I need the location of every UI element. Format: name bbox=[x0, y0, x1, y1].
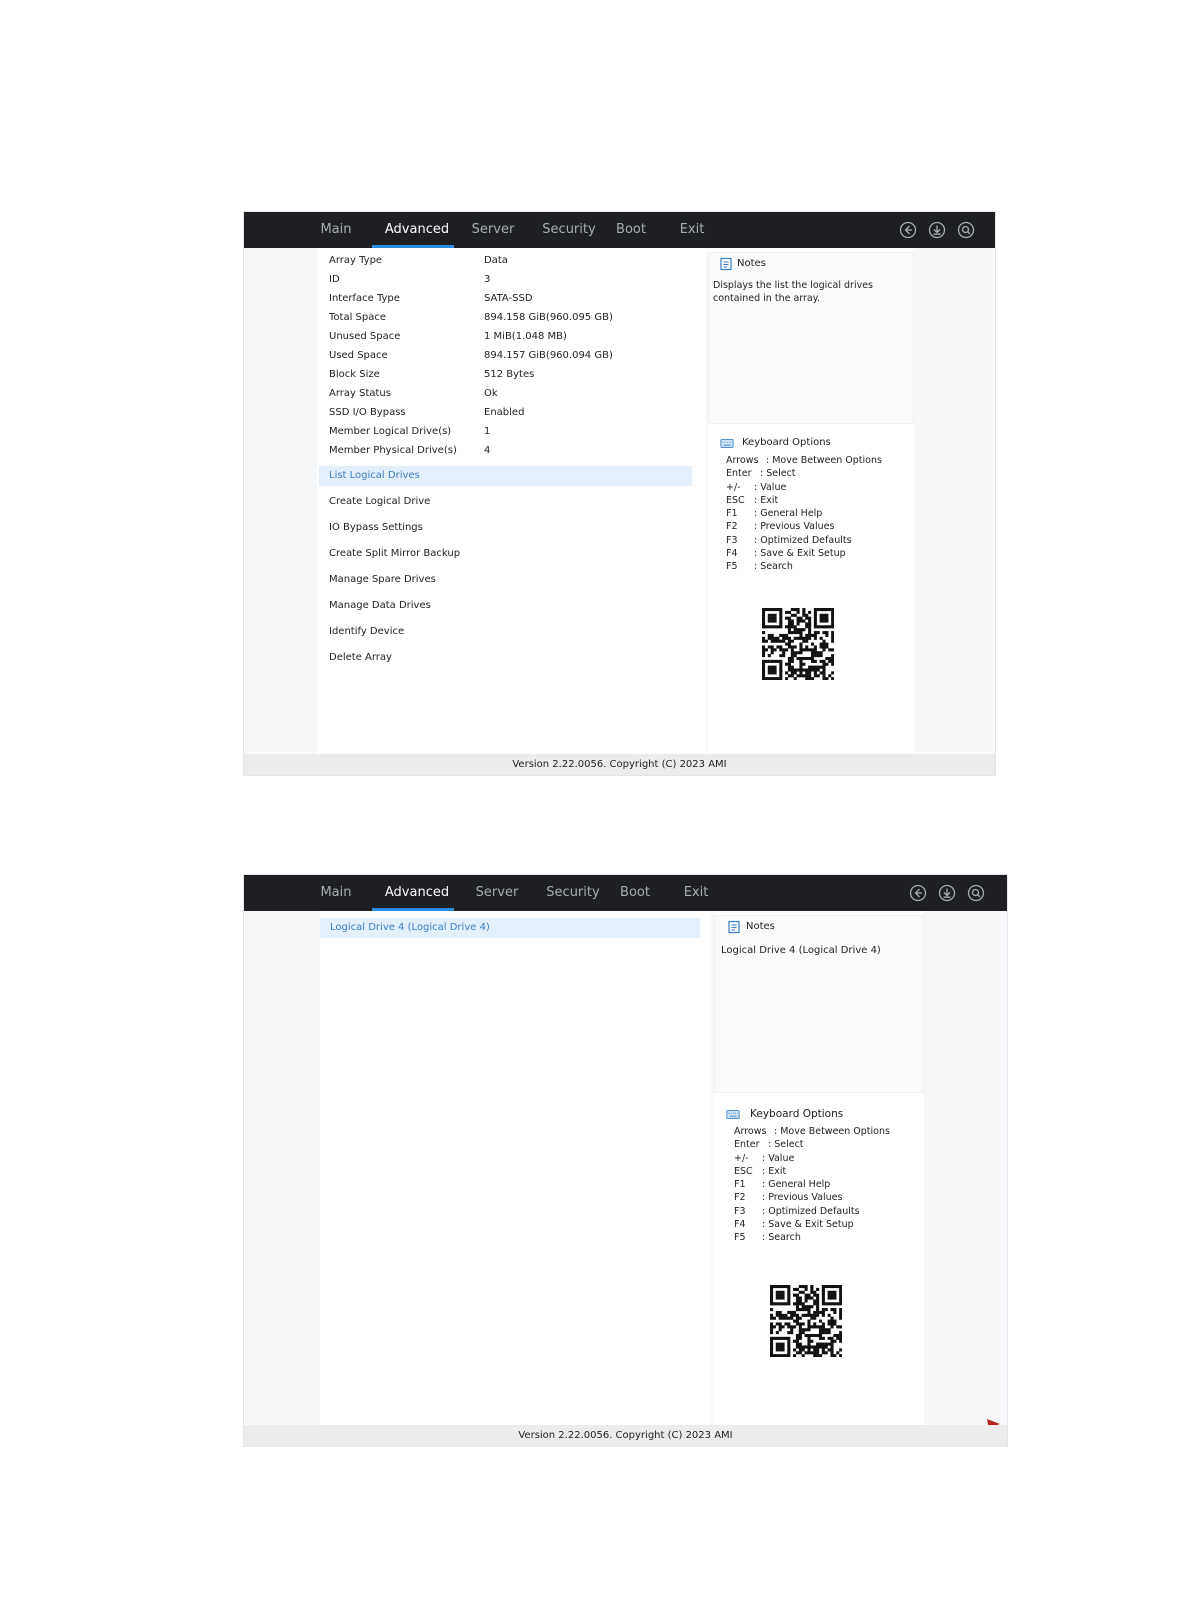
tab-security[interactable]: Security bbox=[546, 885, 600, 900]
key-name: F1 bbox=[734, 1179, 746, 1191]
info-value: 1 MiB(1.048 MB) bbox=[484, 331, 567, 342]
info-value: 3 bbox=[484, 274, 491, 285]
key-row bbox=[734, 1178, 919, 1191]
key-desc: : General Help bbox=[762, 1179, 831, 1191]
key-desc: : Exit bbox=[754, 494, 779, 506]
menu-item-identify-device[interactable]: Identify Device bbox=[329, 626, 405, 637]
key-desc: : Optimized Defaults bbox=[754, 534, 852, 546]
key-row bbox=[734, 1165, 919, 1178]
menu-item-list-logical-drives[interactable]: List Logical Drives bbox=[319, 466, 692, 486]
key-desc: : Save & Exit Setup bbox=[754, 548, 846, 560]
help-side-panel bbox=[714, 911, 924, 1425]
tab-exit[interactable]: Exit bbox=[683, 885, 709, 900]
key-name: Arrows bbox=[734, 1126, 767, 1137]
key-row bbox=[726, 520, 906, 533]
key-row bbox=[734, 1191, 919, 1204]
key-name: Enter bbox=[726, 468, 752, 480]
back-icon[interactable] bbox=[909, 884, 927, 902]
tab-security[interactable]: Security bbox=[542, 222, 596, 237]
key-name: F5 bbox=[734, 1232, 746, 1244]
menu-item-create-split-mirror-backup[interactable]: Create Split Mirror Backup bbox=[329, 548, 461, 559]
key-desc: : Move Between Options bbox=[774, 1126, 890, 1137]
key-row bbox=[734, 1125, 919, 1138]
key-desc: : Select bbox=[768, 1139, 804, 1151]
keyboard-options-list bbox=[726, 454, 906, 574]
key-desc: : Exit bbox=[762, 1165, 787, 1177]
key-name: F2 bbox=[726, 521, 738, 533]
info-value: SATA-SSD bbox=[484, 293, 533, 304]
key-row bbox=[726, 560, 906, 573]
keyboard-options-list bbox=[734, 1125, 919, 1245]
tab-main[interactable]: Main bbox=[320, 885, 352, 900]
key-desc: : Select bbox=[760, 468, 796, 480]
tab-boot[interactable]: Boot bbox=[616, 222, 646, 237]
key-name: Enter bbox=[734, 1139, 760, 1151]
key-name: F3 bbox=[734, 1205, 746, 1217]
menu-item-create-logical-drive[interactable]: Create Logical Drive bbox=[329, 496, 431, 507]
info-value: 512 Bytes bbox=[484, 369, 535, 380]
menu-item-manage-data-drives[interactable]: Manage Data Drives bbox=[329, 600, 431, 611]
key-desc: : Previous Values bbox=[762, 1192, 843, 1204]
key-row bbox=[734, 1138, 919, 1151]
key-name: F5 bbox=[726, 561, 738, 573]
back-icon[interactable] bbox=[899, 221, 917, 239]
info-label: ID bbox=[329, 274, 340, 285]
key-row bbox=[734, 1218, 919, 1231]
version-footer: Version 2.22.0056. Copyright (C) 2023 AMI bbox=[244, 754, 995, 775]
key-row bbox=[726, 534, 906, 547]
info-value: 894.158 GiB(960.095 GB) bbox=[484, 312, 613, 323]
info-label: Block Size bbox=[329, 369, 380, 380]
info-value: 894.157 GiB(960.094 GB) bbox=[484, 350, 613, 361]
info-value: Enabled bbox=[484, 407, 525, 418]
main-content-panel bbox=[317, 248, 706, 754]
info-value: 4 bbox=[484, 445, 491, 456]
menu-item-manage-spare-drives[interactable]: Manage Spare Drives bbox=[329, 574, 436, 585]
menu-item-delete-array[interactable]: Delete Array bbox=[329, 652, 392, 663]
info-value: Ok bbox=[484, 388, 498, 399]
key-row bbox=[734, 1231, 919, 1244]
key-name: F4 bbox=[734, 1219, 746, 1231]
key-name: F2 bbox=[734, 1192, 746, 1204]
key-name: Arrows bbox=[726, 455, 759, 466]
keyboard-options-title: Keyboard Options bbox=[742, 437, 831, 448]
keyboard-options-title: Keyboard Options bbox=[750, 1108, 844, 1120]
info-label: Member Physical Drive(s) bbox=[329, 445, 457, 456]
tab-server[interactable]: Server bbox=[475, 885, 519, 900]
qr-code-icon bbox=[770, 1285, 842, 1357]
menu-item-io-bypass-settings[interactable]: IO Bypass Settings bbox=[329, 522, 423, 533]
bios-screen-array-details bbox=[244, 212, 995, 775]
key-name: F3 bbox=[726, 534, 738, 546]
key-row bbox=[726, 507, 906, 520]
search-icon[interactable] bbox=[967, 884, 985, 902]
key-desc: : Move Between Options bbox=[766, 455, 882, 466]
key-desc: : Optimized Defaults bbox=[762, 1205, 860, 1217]
key-desc: : Search bbox=[754, 561, 793, 573]
tab-main[interactable]: Main bbox=[320, 222, 352, 237]
save-download-icon[interactable] bbox=[928, 221, 946, 239]
tab-advanced[interactable]: Advanced bbox=[384, 885, 450, 900]
info-label: Interface Type bbox=[329, 293, 400, 304]
key-row bbox=[726, 467, 906, 480]
save-download-icon[interactable] bbox=[938, 884, 956, 902]
key-name: F1 bbox=[726, 508, 738, 520]
key-desc: : Value bbox=[762, 1152, 795, 1164]
top-nav-bar bbox=[244, 875, 1007, 911]
key-row bbox=[726, 454, 906, 467]
tab-server[interactable]: Server bbox=[471, 222, 515, 237]
tab-advanced[interactable]: Advanced bbox=[384, 222, 450, 237]
notes-icon bbox=[727, 920, 741, 934]
key-desc: : Previous Values bbox=[754, 521, 835, 533]
search-icon[interactable] bbox=[957, 221, 975, 239]
menu-item-logical-drive-4[interactable]: Logical Drive 4 (Logical Drive 4) bbox=[320, 918, 700, 938]
key-row bbox=[734, 1152, 919, 1165]
info-label: Array Status bbox=[329, 388, 391, 399]
help-side-panel bbox=[708, 248, 914, 754]
info-label: Total Space bbox=[329, 312, 387, 323]
keyboard-icon bbox=[720, 436, 736, 450]
info-label: Used Space bbox=[329, 350, 388, 361]
notes-icon bbox=[719, 257, 733, 271]
info-value: 1 bbox=[484, 426, 491, 437]
key-name: F4 bbox=[726, 548, 738, 560]
key-row bbox=[726, 494, 906, 507]
key-name: ESC bbox=[734, 1165, 753, 1177]
qr-code-icon bbox=[762, 608, 834, 680]
notes-title: Notes bbox=[746, 921, 775, 932]
key-desc: : Save & Exit Setup bbox=[762, 1219, 854, 1231]
info-label: Unused Space bbox=[329, 331, 401, 342]
key-row bbox=[726, 547, 906, 560]
key-desc: : Search bbox=[762, 1232, 801, 1244]
tab-boot[interactable]: Boot bbox=[620, 885, 650, 900]
notes-title: Notes bbox=[737, 258, 766, 269]
key-name: +/- bbox=[734, 1152, 749, 1164]
key-desc: : General Help bbox=[754, 508, 823, 520]
top-nav-bar bbox=[244, 212, 995, 248]
bios-screen-logical-drive-list bbox=[244, 875, 1007, 1446]
key-row bbox=[734, 1205, 919, 1218]
info-value: Data bbox=[484, 255, 508, 266]
info-label: SSD I/O Bypass bbox=[329, 407, 406, 418]
key-row bbox=[726, 481, 906, 494]
key-name: ESC bbox=[726, 494, 745, 506]
key-desc: : Value bbox=[754, 481, 787, 493]
tab-exit[interactable]: Exit bbox=[679, 222, 705, 237]
notes-box bbox=[708, 252, 914, 424]
key-name: +/- bbox=[726, 481, 741, 493]
notes-box bbox=[714, 915, 924, 1093]
info-label: Member Logical Drive(s) bbox=[329, 426, 452, 437]
notes-text: Displays the list the logical drives contained in the array. bbox=[713, 280, 873, 304]
info-label: Array Type bbox=[329, 255, 383, 266]
notes-text: Logical Drive 4 (Logical Drive 4) bbox=[721, 945, 881, 956]
version-footer: Version 2.22.0056. Copyright (C) 2023 AMI bbox=[244, 1425, 1007, 1446]
keyboard-icon bbox=[726, 1107, 742, 1121]
main-content-panel bbox=[320, 911, 710, 1425]
